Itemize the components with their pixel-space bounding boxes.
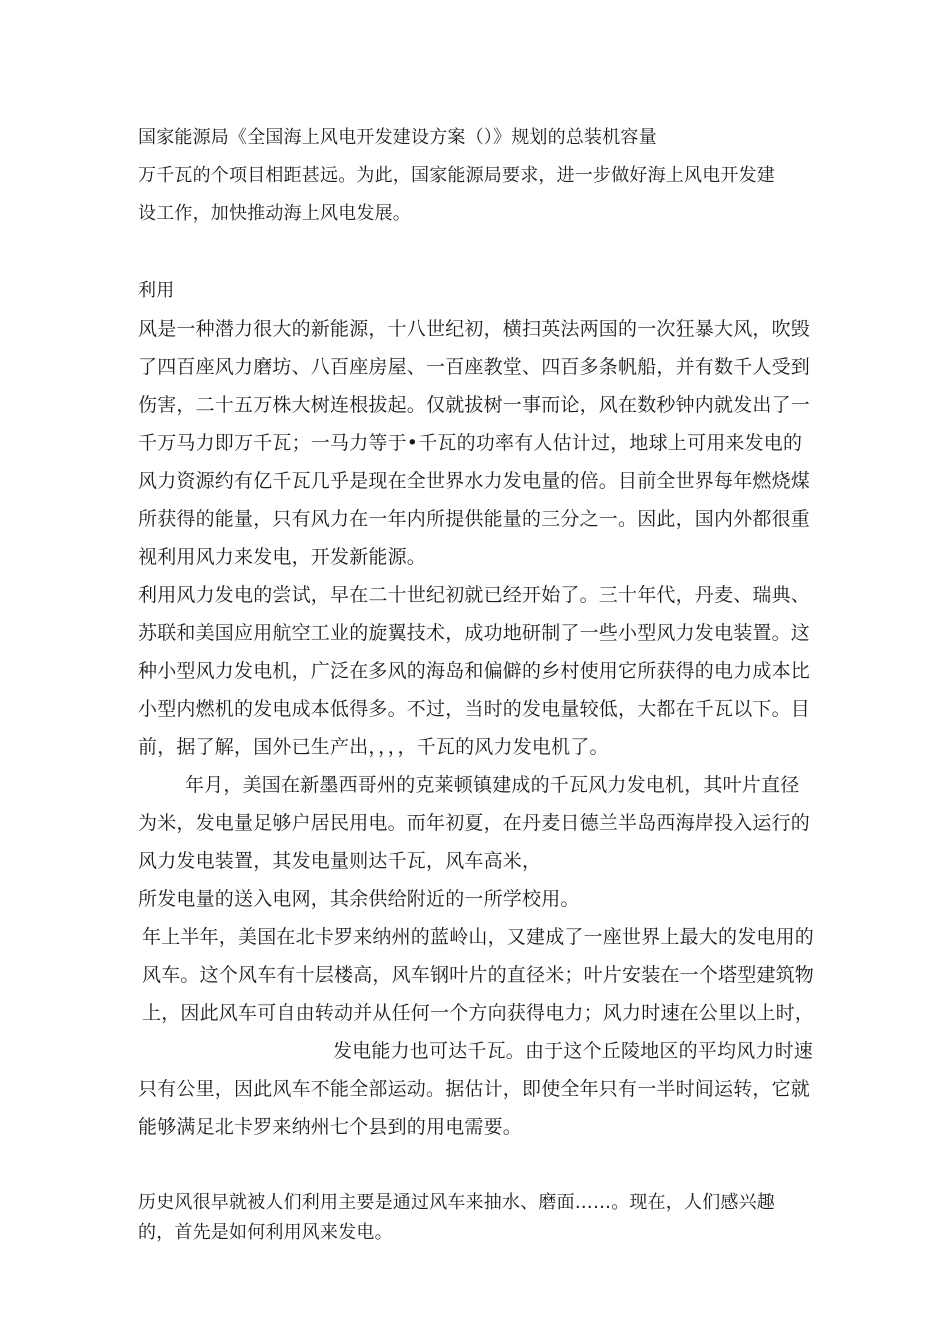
para4-line-1: 年上半年，美国在北卡罗来纳州的蓝岭山，又建成了一座世界上最大的发电用的 (142, 926, 815, 948)
para2-line-5: 前，据了解，国外已生产出，，，，千瓦的风力发电机了。 (138, 736, 609, 758)
para1-line-3: 伤害，二十五万株大树连根拔起。仅就拔树一事而论，风在数秒钟内就发出了一 (138, 394, 811, 416)
intro-line-2: 万千瓦的个项目相距甚远。为此，国家能源局要求，进一步做好海上风电开发建 (138, 165, 775, 186)
intro-line-3: 设工作，加快推动海上风电发展。 (138, 203, 411, 224)
para2-line-3: 种小型风力发电机，广泛在多风的海岛和偏僻的乡村使用它所获得的电力成本比 (138, 660, 811, 682)
para3-line-1: 年月，美国在新墨西哥州的克莱顿镇建成的千瓦风力发电机，其叶片直径 (185, 774, 800, 796)
intro-line-1: 国家能源局《全国海上风电开发建设方案（）》规划的总装机容量 (138, 127, 657, 148)
para4-line-3: 上，因此风车可自由转动并从任何一个方向获得电力；风力时速在公里以上时， (142, 1002, 815, 1024)
para5-line-3: 能够满足北卡罗来纳州七个县到的用电需要。 (138, 1116, 523, 1138)
para1-line-2: 了四百座风力磨坊、八百座房屋、一百座教堂、四百多条帆船，并有数千人受到 (138, 356, 811, 378)
para2-line-4: 小型内燃机的发电成本低得多。不过，当时的发电量较低，大都在千瓦以下。目 (138, 698, 811, 720)
para1-line-1: 风是一种潜力很大的新能源，十八世纪初，横扫英法两国的一次狂暴大风，吹毁 (138, 318, 811, 340)
para5-line-1: 发电能力也可达千瓦。由于这个丘陵地区的平均风力时速 (333, 1040, 814, 1062)
section-title: 利用 (138, 280, 175, 301)
para6-line-1: 历史风很早就被人们利用主要是通过风车来抽水、磨面……。现在，人们感兴趣 (138, 1192, 775, 1213)
para1-line-7: 视利用风力来发电，开发新能源。 (138, 546, 427, 568)
para3-line-2: 为米，发电量足够户居民用电。而年初夏，在丹麦日德兰半岛西海岸投入运行的 (138, 812, 811, 834)
para3-line-4: 所发电量的送入电网，其余供给附近的一所学校用。 (138, 888, 580, 910)
para3-line-3: 风力发电装置，其发电量则达千瓦，风车高米， (138, 850, 542, 872)
para6-line-2: 的，首先是如何利用风来发电。 (138, 1222, 393, 1243)
para5-line-2: 只有公里，因此风车不能全部运动。据估计，即使全年只有一半时间运转，它就 (138, 1078, 811, 1100)
para2-line-2: 苏联和美国应用航空工业的旋翼技术，成功地研制了一些小型风力发电装置。这 (138, 622, 811, 644)
para2-line-1: 利用风力发电的尝试，早在二十世纪初就已经开始了。三十年代，丹麦、瑞典、 (138, 584, 811, 606)
para1-line-6: 所获得的能量，只有风力在一年内所提供能量的三分之一。因此，国内外都很重 (138, 508, 811, 530)
para4-line-2: 风车。这个风车有十层楼高，风车钢叶片的直径米；叶片安装在一个塔型建筑物 (142, 964, 815, 986)
para1-line-5: 风力资源约有亿千瓦几乎是现在全世界水力发电量的倍。目前全世界每年燃烧煤 (138, 470, 811, 492)
para1-line-4: 千万马力即万千瓦；一马力等于•千瓦的功率有人估计过，地球上可用来发电的 (138, 432, 803, 454)
